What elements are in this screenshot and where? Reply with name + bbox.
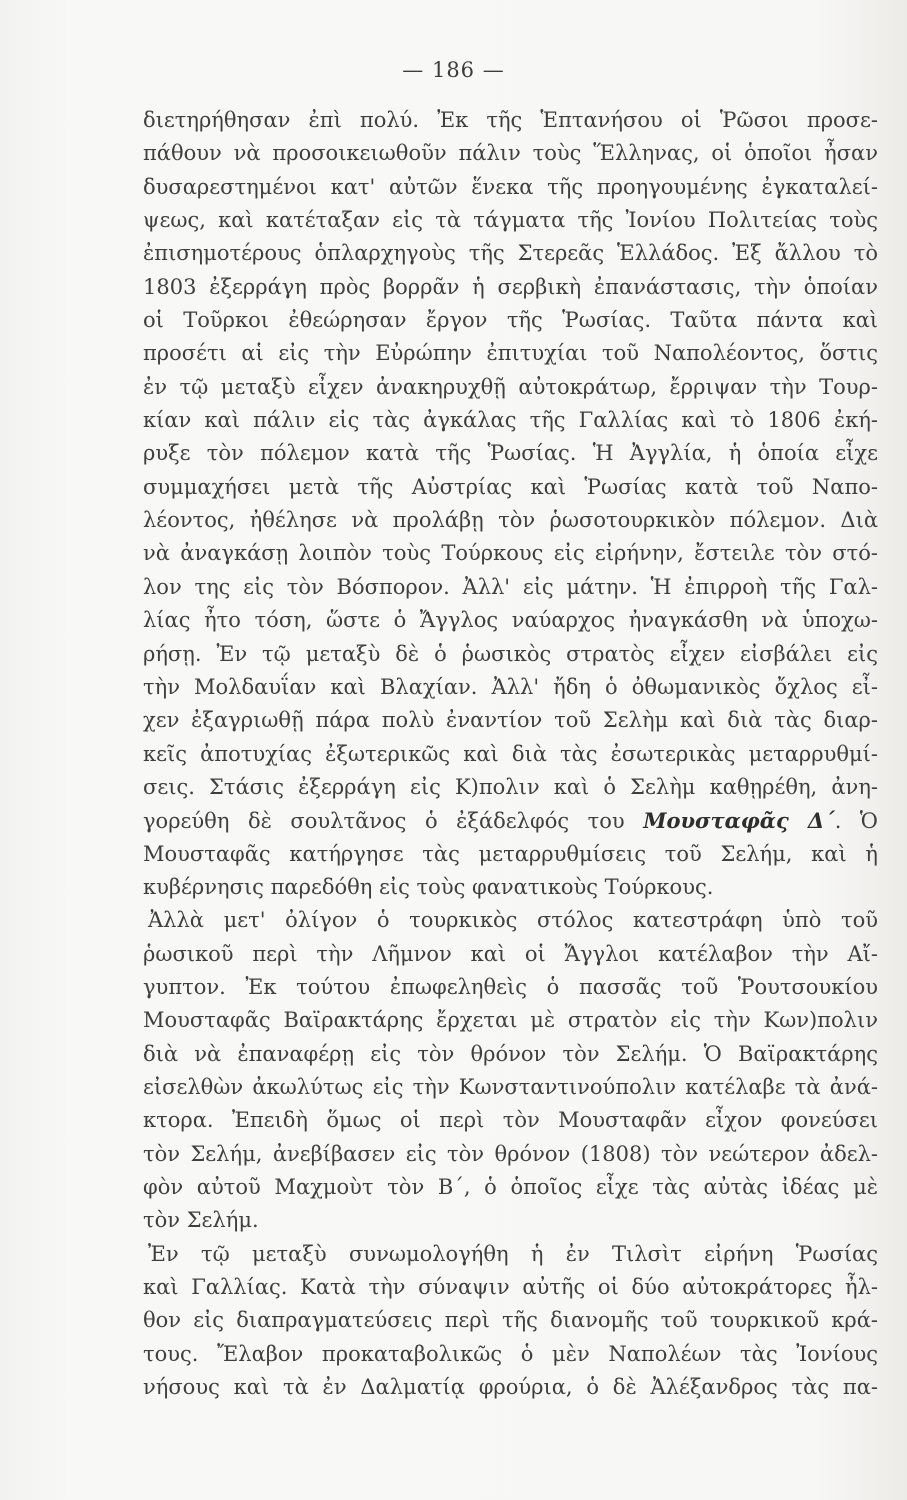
body-text [143,104,878,1404]
text-line: τὸν Σελήμ. [143,1208,259,1233]
text-line: ῥωσικοῦ περὶ τὴν Λῆμνον καὶ οἱ Ἄγγλοι κατέλαβον τὴν Αἴ- [143,941,878,966]
text-line: τὸν Σελήμ, ἀνεβίβασεν εἰς τὸν θρόνον (1808) τὸν νεώτερον ἀδελ- [143,1141,878,1166]
text-line: συμμαχήσει μετὰ τῆς Αὐστρίας καὶ Ῥωσίας κατὰ τοῦ Ναπο- [143,474,878,499]
text-line: καὶ Γαλλίας. Κατὰ τὴν σύναψιν αὐτῆς οἱ δύο αὐτοκράτορες ἦλ- [143,1275,878,1300]
text-line: τὴν Μολδαυΐαν καὶ Βλαχίαν. Ἀλλ' ἤδη ὁ ὀθωμανικὸς ὄχλος εἶ- [143,674,878,699]
text-line: ἐν τῷ μεταξὺ εἶχεν ἀνακηρυχθῇ αὐτοκράτωρ, ἔρριψαν τὴν Τουρ- [143,374,878,399]
text-line: κίαν καὶ πάλιν εἰς τὰς ἀγκάλας τῆς Γαλλίας καὶ τὸ 1806 ἐκή- [143,408,878,433]
text-line: σεις. Στάσις ἐξερράγη εἰς Κ)πολιν καὶ ὁ Σελὴμ καθῃρέθη, ἀνη- [143,774,878,799]
text-line: δυσαρεστημένοι κατ' αὐτῶν ἕνεκα τῆς προηγουμένης ἐγκαταλεί- [143,174,878,199]
text-line: Μουσταφᾶς Βαϊρακτάρης ἔρχεται μὲ στρατὸν εἰς τὴν Κων)πολιν [143,1008,878,1033]
text-line: Ἀλλὰ μετ' ὀλίγον ὁ τουρκικὸς στόλος κατεστράφη ὑπὸ τοῦ [148,908,878,933]
text-line: Μουσταφᾶς κατήργησε τὰς μεταρρυθμίσεις τοῦ Σελήμ, καὶ ἡ [143,841,878,866]
text-line: ρήσῃ. Ἐν τῷ μεταξὺ δὲ ὁ ῥωσικὸς στρατὸς εἶχεν εἰσβάλει εἰς [143,641,878,666]
text-line: θον εἰς διαπραγματεύσεις περὶ τῆς διανομῆς τοῦ τουρκικοῦ κρά- [143,1308,878,1333]
text-line-with-emphasis: γορεύθη δὲ σουλτᾶνος ὁ ἐξάδελφός του Μουσταφᾶς Δ΄. Ὁ [143,808,878,834]
text-line: χεν ἐξαγριωθῇ πάρα πολὺ ἐναντίον τοῦ Σελὴμ καὶ διὰ τὰς διαρ- [143,708,878,733]
text-line: διετηρήθησαν ἐπὶ πολύ. Ἐκ τῆς Ἑπτανήσου οἱ Ῥῶσοι προσε- [143,108,878,132]
text-line: λέοντος, ἠθέλησε νὰ προλάβῃ τὸν ῥωσοτουρκικὸν πόλεμον. Διὰ [143,508,878,533]
text-line: κεῖς ἀποτυχίας ἐξωτερικῶς καὶ διὰ τὰς ἐσωτερικὰς μεταρρυθμί- [143,741,878,766]
text-line: νὰ ἀναγκάσῃ λοιπὸν τοὺς Τούρκους εἰς εἰρήνην, ἔστειλε τὸν στό- [143,541,878,566]
text-line: φὸν αὐτοῦ Μαχμοὺτ τὸν Β΄, ὁ ὁποῖος εἶχε τὰς αὐτὰς ἰδέας μὲ [143,1175,878,1199]
text-line: ρυξε τὸν πόλεμον κατὰ τῆς Ῥωσίας. Ἡ Ἀγγλία, ἡ ὁποία εἶχε [143,441,878,466]
text-line: ψεως, καὶ κατέταξαν εἰς τὰ τάγματα τῆς Ἰονίου Πολιτείας τοὺς [143,208,878,233]
text-line: λον της εἰς τὸν Βόσπορον. Ἀλλ' εἰς μάτην. Ἡ ἐπιρροὴ τῆς Γαλ- [143,574,878,599]
text-line: διὰ νὰ ἐπαναφέρῃ εἰς τὸν θρόνον τὸν Σελήμ. Ὁ Βαϊρακτάρης [143,1041,878,1066]
emphasized-name: Μουσταφᾶς Δ΄ [643,808,835,834]
text-line: κυβέρνησις παρεδόθη εἰς τοὺς φανατικοὺς Τούρκους. [143,874,714,899]
text-line: εἰσελθὼν ἀκωλύτως εἰς τὴν Κωνσταντινούπολιν κατέλαβε τὰ ἀνά- [143,1074,878,1099]
page-number: — 186 — [402,58,505,82]
text-line: Ἐν τῷ μεταξὺ συνωμολογήθη ἡ ἐν Τιλσὶτ εἰρήνη Ῥωσίας [148,1241,878,1266]
text-line: ἐπισημοτέρους ὁπλαρχηγοὺς τῆς Στερεᾶς Ἑλλάδος. Ἐξ ἄλλου τὸ [143,241,878,266]
text-line: πάθουν νὰ προσοικειωθοῦν πάλιν τοὺς Ἕλληνας, οἱ ὁποῖοι ἦσαν [143,141,878,166]
text-line: νήσους καὶ τὰ ἐν Δαλματίᾳ φρούρια, ὁ δὲ Ἀλέξανδρος τὰς πα- [143,1375,878,1400]
text-line: 1803 ἐξερράγη πρὸς βορρᾶν ἡ σερβικὴ ἐπανάστασις, τὴν ὁποίαν [143,274,878,299]
text-line: γυπτον. Ἐκ τούτου ἐπωφεληθεὶς ὁ πασσᾶς τοῦ Ῥουτσουκίου [143,974,878,999]
text-line: τους. Ἔλαβον προκαταβολικῶς ὁ μὲν Ναπολέων τὰς Ἰονίους [143,1341,878,1366]
text-line: κτορα. Ἐπειδὴ ὅμως οἱ περὶ τὸν Μουσταφᾶν εἶχον φονεύσει [143,1108,878,1133]
text-line: οἱ Τοῦρκοι ἐθεώρησαν ἔργον τῆς Ῥωσίας. Ταῦτα πάντα καὶ [143,308,878,333]
text-line: λίας ἦτο τόση, ὥστε ὁ Ἄγγλος ναύαρχος ἠναγκάσθη νὰ ὑποχω- [143,608,878,633]
text-line: προσέτι αἱ εἰς τὴν Εὐρώπην ἐπιτυχίαι τοῦ Ναπολέοντος, ὅστις [143,341,878,366]
